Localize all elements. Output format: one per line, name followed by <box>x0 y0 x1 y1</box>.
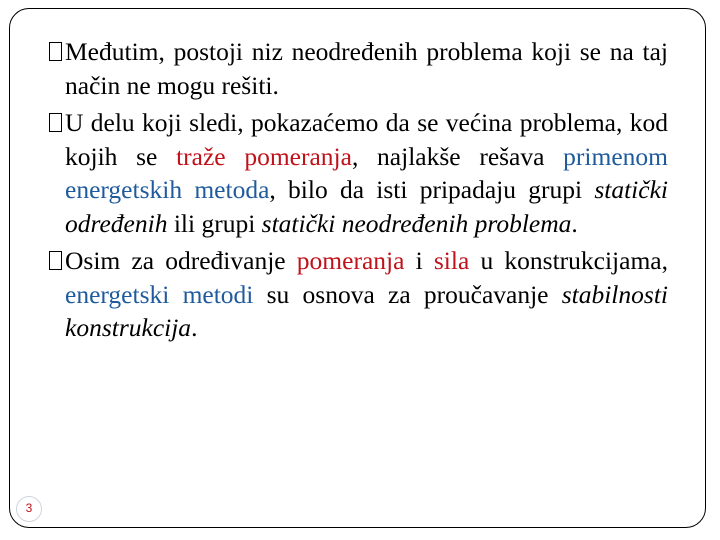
bullet-3-text: u konstrukcijama, <box>469 246 668 275</box>
bullet-3-italic-term: stabilnosti konstrukcija <box>65 279 668 342</box>
bullet-3-blue-highlight: energetski metodi <box>65 279 254 309</box>
bullet-3-text: i <box>404 246 434 275</box>
bullet-3-text: . <box>191 313 198 342</box>
bullet-2-text: U delu koji sledi, pokazaćemo da se većina problema, kod kojih se <box>65 108 668 171</box>
page-number: 3 <box>25 501 33 515</box>
bullet-2-text: . <box>571 208 578 238</box>
bullet-box-icon <box>49 42 62 61</box>
bullet-3-text: Osim za određivanje <box>65 246 297 275</box>
bullet-3-red-highlight: sila <box>433 246 470 275</box>
bullet-2-text: ili grupi <box>167 208 262 238</box>
bullet-2-text: , najlakše rešava <box>351 141 564 171</box>
bullet-2-italic-term: statički neodređenih problema <box>261 208 572 238</box>
slide-body <box>48 35 668 349</box>
bullet-1-text: Međutim, postoji niz neodređenih problema koji se na taj način ne mogu rešiti. <box>65 37 668 100</box>
bullet-item-2 <box>48 106 668 240</box>
bullet-item-1 <box>48 35 668 102</box>
bullet-3-text: su osnova za proučavanje <box>253 279 562 309</box>
bullet-2-blue-highlight: primenom energetskih metoda <box>65 141 668 204</box>
bullet-2-red-highlight: traže pomeranja <box>176 141 352 171</box>
bullet-box-icon <box>49 251 62 270</box>
bullet-3-red-highlight: pomeranja <box>296 246 405 275</box>
bullet-2-text: , bilo da isti pripadaju grupi <box>269 175 595 204</box>
bullet-item-3 <box>48 244 668 345</box>
page-number-badge <box>16 496 42 522</box>
bullet-box-icon <box>49 113 62 132</box>
bullet-2-italic-term: statički određenih <box>65 175 668 238</box>
